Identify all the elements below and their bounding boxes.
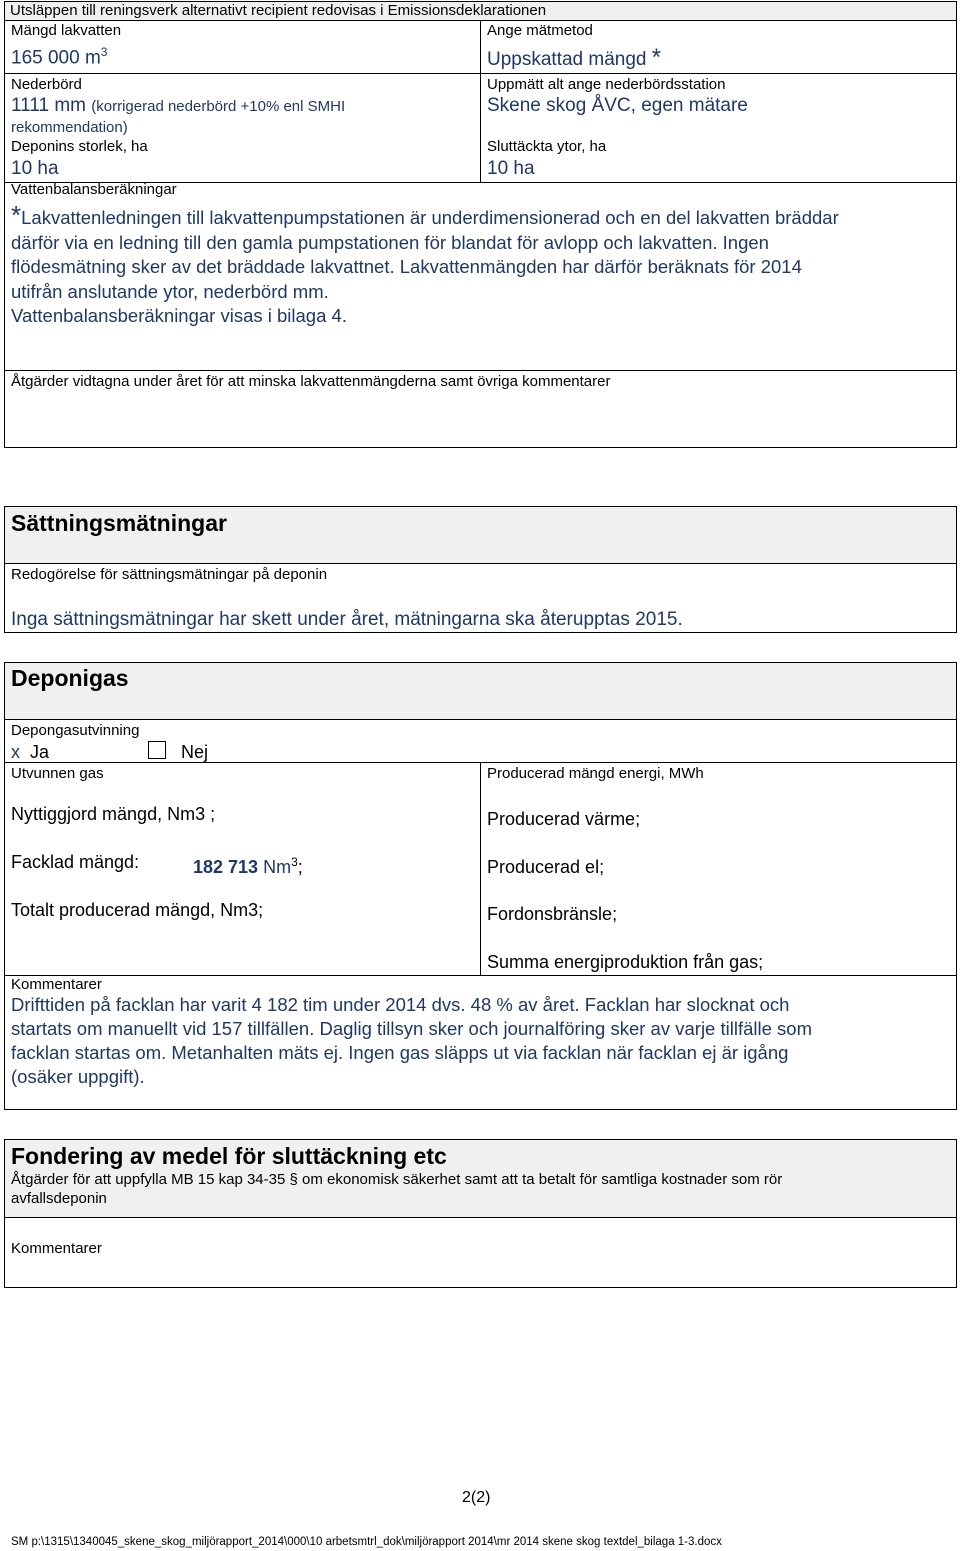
funding-comments-label: Kommentarer — [11, 1240, 102, 1257]
precip-value: 1111 mm (korrigerad nederbörd +10% enl SMHI — [11, 95, 346, 116]
extraction-label: Depongasutvinning — [11, 722, 140, 739]
flared-value: 182 713 Nm$^3$; — [193, 855, 303, 877]
settlement-heading: Sättningsmätningar — [11, 510, 227, 536]
total-label: Totalt producerad mängd, Nm3; — [11, 900, 264, 920]
precip-note: rekommendation) — [11, 119, 128, 136]
energy-label: Producerad mängd energi, MWh — [487, 765, 704, 782]
funding-desc-1: Åtgärder för att uppfylla MB 15 kap 34-35 § om ekonomisk säkerhet samt att ta betalt för samtliga kostnader som rör — [11, 1171, 783, 1188]
covered-label: Sluttäckta ytor, ha — [487, 138, 607, 155]
funding-desc-2: avfallsdeponin — [11, 1190, 107, 1207]
gas-header — [4, 662, 957, 720]
funding-heading: Fondering av medel för sluttäckning etc — [11, 1143, 447, 1169]
flared-label: Facklad mängd: — [11, 852, 140, 872]
measures-label: Åtgärder vidtagna under året för att minska lakvattenmängderna samt övriga kommentarer — [11, 373, 611, 390]
size-label: Deponins storlek, ha — [11, 138, 148, 155]
gas-comments: Drifttiden på facklan har varit 4 182 tim under 2014 dvs. 48 % av året. Facklan har slocknat och startats om manuellt vid 157 tillfällen. Daglig tillsyn sker och journalföring sker av varje tillfälle som facklan startas om. Metanhalten mäts ej. Ingen gas släpps ut via facklan när facklan ej är igång (osäker uppgift). — [11, 994, 812, 1087]
heat-label: Producerad värme; — [487, 809, 641, 829]
method-label: Ange mätmetod — [487, 22, 593, 39]
leachate-label: Mängd lakvatten — [11, 22, 122, 39]
fuel-label: Fordonsbränsle; — [487, 904, 618, 924]
utilized-label: Nyttiggjord mängd, Nm3 ; — [11, 804, 216, 824]
size-value: 10 ha — [11, 158, 59, 179]
station-value: Skene skog ÅVC, egen mätare — [487, 95, 748, 116]
extraction-yes — [11, 741, 49, 763]
gas-comments-label: Kommentarer — [11, 976, 102, 993]
gas-heading: Deponigas — [11, 665, 129, 691]
balance-label: Vattenbalansberäkningar — [11, 181, 177, 198]
no-label: Nej — [181, 742, 209, 762]
discharge-title: Utsläppen till reningsverk alternativt recipient redovisas i Emissionsdeklarationen — [10, 2, 547, 19]
extracted-label: Utvunnen gas — [11, 765, 104, 782]
file-path: SM p:\1315\1340045_skene_skog_miljörapport_2014\000\10 arbetsmtrl_dok\miljörapport 2014\mr 2014 skene skog textdel_bilaga 1-3.docx — [11, 1536, 722, 1548]
settlement-report-label: Redogörelse för sättningsmätningar på deponin — [11, 566, 328, 583]
sum-label: Summa energiproduktion från gas; — [487, 952, 764, 972]
settlement-report-value: Inga sättningsmätningar har skett under året, mätningarna ska återupptas 2015. — [11, 609, 683, 630]
balance-text: *Lakvattenledningen till lakvattenpumpstationen är underdimensionerad och en del lakvatten bräddar därför via en ledning till den gamla pumpstationen för blandat för avlopp och lakvatten. Ingen flödesmätning sker av det bräddade lakvattnet. Lakvattenmängden har därför beräknats för 2014 utifrån anslutande ytor, nederbörd mm. Vattenbalansberäkningar visas i bilaga 4. — [11, 200, 839, 326]
method-value: Uppskattad mängd * — [487, 44, 662, 71]
precip-label: Nederbörd — [11, 76, 82, 93]
yes-label: Ja — [30, 742, 50, 762]
covered-value: 10 ha — [487, 158, 535, 179]
yes-mark: x — [11, 742, 20, 762]
page-number: 2(2) — [462, 1489, 491, 1506]
station-label: Uppmätt alt ange nederbördsstation — [487, 76, 726, 93]
no-checkbox[interactable] — [148, 741, 166, 759]
electricity-label: Producerad el; — [487, 857, 605, 877]
leachate-value: 165 000 $m^3$ — [11, 45, 108, 69]
